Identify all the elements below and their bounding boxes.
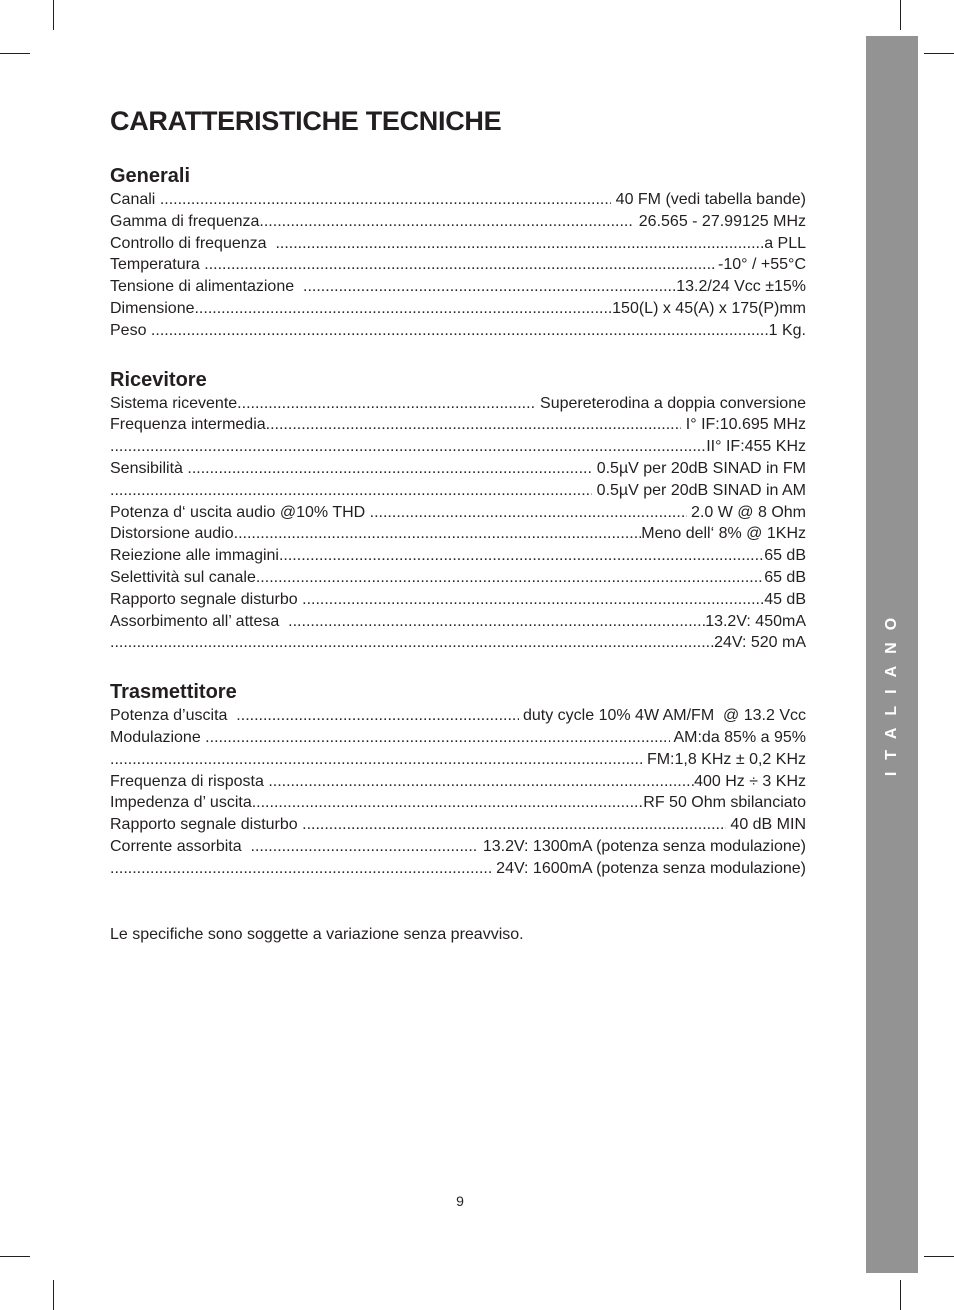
dot-leader xyxy=(110,436,706,458)
spec-value: Supereterodina a doppia conversione xyxy=(535,394,806,412)
dot-leader xyxy=(204,254,713,276)
spec-row xyxy=(110,189,806,211)
section-title: Ricevitore xyxy=(110,368,207,391)
page-title: CARATTERISTICHE TECNICHE xyxy=(110,106,502,136)
language-label: ITALIANO xyxy=(883,605,900,777)
dot-leader xyxy=(160,189,611,211)
spec-row xyxy=(110,632,806,654)
dot-leader xyxy=(275,233,764,255)
spec-value: 13.2V: 450mA xyxy=(705,612,806,630)
crop-mark xyxy=(0,53,30,54)
dot-leader xyxy=(288,611,705,633)
spec-row xyxy=(110,276,806,298)
spec-value: 26.565 - 27.99125 MHz xyxy=(634,212,806,230)
spec-row xyxy=(110,393,806,415)
crop-mark xyxy=(900,0,901,30)
dot-leader xyxy=(268,771,694,793)
spec-value: 1 Kg. xyxy=(768,321,806,339)
spec-row xyxy=(110,836,806,858)
dot-leader xyxy=(256,567,764,589)
spec-label: Gamma di frequenza xyxy=(110,212,260,230)
dot-leader xyxy=(205,727,670,749)
spec-label: Sensibilità xyxy=(110,459,188,477)
spec-label: Selettività sul canale xyxy=(110,568,256,586)
spec-value: 45 dB xyxy=(764,590,806,608)
spec-section xyxy=(110,368,806,655)
spec-row xyxy=(110,705,806,727)
spec-value: -10° / +55°C xyxy=(713,256,806,274)
spec-label: Sistema ricevente xyxy=(110,394,238,412)
spec-value: 65 dB xyxy=(764,568,806,586)
dot-leader xyxy=(110,480,592,502)
spec-value: 24V: 520 mA xyxy=(714,634,806,652)
spec-value: 24V: 1600mA (potenza senza modulazione) xyxy=(491,859,806,877)
spec-label: Potenza d‘ uscita audio @10% THD xyxy=(110,503,370,521)
dot-leader xyxy=(251,836,479,858)
spec-section xyxy=(110,680,806,879)
dot-leader xyxy=(234,523,642,545)
spec-value: 400 Hz ÷ 3 KHz xyxy=(694,772,806,790)
spec-label: Frequenza intermedia xyxy=(110,416,266,434)
spec-label: Impedenza d’ uscita xyxy=(110,794,252,812)
spec-row xyxy=(110,502,806,524)
spec-row xyxy=(110,589,806,611)
crop-mark xyxy=(53,0,54,30)
spec-value: FM:1,8 KHz ± 0,2 KHz xyxy=(642,750,806,768)
spec-row xyxy=(110,727,806,749)
spec-label: Modulazione xyxy=(110,728,206,746)
spec-value: I° IF:10.695 MHz xyxy=(681,416,806,434)
spec-label: Tensione di alimentazione xyxy=(110,278,304,296)
spec-row xyxy=(110,414,806,436)
spec-row xyxy=(110,254,806,276)
spec-label: Reiezione alle immagini xyxy=(110,547,279,565)
spec-label: Temperatura xyxy=(110,256,205,274)
spec-row xyxy=(110,523,806,545)
spec-value: 40 FM (vedi tabella bande) xyxy=(611,191,806,208)
dot-leader xyxy=(110,749,643,771)
spec-label: Canali xyxy=(110,191,160,208)
dot-leader xyxy=(259,211,634,233)
crop-mark xyxy=(0,1256,30,1257)
dot-leader xyxy=(370,502,687,524)
spec-value: a PLL xyxy=(764,234,806,252)
spec-value: 0.5µV per 20dB SINAD in FM xyxy=(592,459,806,477)
spec-row xyxy=(110,458,806,480)
spec-label: Dimensione xyxy=(110,299,195,317)
spec-value: 150(L) x 45(A) x 175(P)mm xyxy=(612,299,806,317)
spec-label: Corrente assorbita xyxy=(110,837,251,855)
dot-leader xyxy=(110,632,714,654)
crop-mark xyxy=(53,1280,54,1310)
dot-leader xyxy=(236,705,518,727)
spec-label: Rapporto segnale disturbo xyxy=(110,590,303,608)
spec-row xyxy=(110,771,806,793)
spec-row xyxy=(110,611,806,633)
spec-label: Potenza d’uscita xyxy=(110,707,237,725)
spec-row xyxy=(110,480,806,502)
disclaimer-note: Le specifiche sono soggette a variazione senza preavviso. xyxy=(110,925,524,943)
section-title: Generali xyxy=(110,165,191,187)
crop-mark xyxy=(924,1256,954,1257)
spec-row xyxy=(110,436,806,458)
spec-label: Distorsione audio xyxy=(110,525,234,543)
dot-leader xyxy=(302,589,764,611)
spec-label: Controllo di frequenza xyxy=(110,234,276,252)
dot-leader xyxy=(303,276,676,298)
dot-leader xyxy=(110,858,492,880)
spec-row xyxy=(110,298,806,320)
spec-value: 40 dB MIN xyxy=(725,816,806,834)
spec-section xyxy=(110,164,806,342)
dot-leader xyxy=(266,414,682,436)
spec-value: 0.5µV per 20dB SINAD in AM xyxy=(592,481,806,499)
spec-label: Rapporto segnale disturbo xyxy=(110,816,303,834)
spec-row xyxy=(110,567,806,589)
dot-leader xyxy=(279,545,764,567)
spec-value: II° IF:455 KHz xyxy=(706,438,806,456)
spec-value: 2.0 W @ 8 Ohm xyxy=(686,503,806,521)
section-title: Trasmettitore xyxy=(110,681,237,704)
spec-value: 13.2/24 Vcc ±15% xyxy=(676,278,806,296)
spec-label: Frequenza di risposta xyxy=(110,772,269,790)
spec-value: duty cycle 10% 4W AM/FM @ 13.2 Vcc xyxy=(518,707,806,725)
dot-leader xyxy=(151,320,769,342)
crop-mark xyxy=(900,1280,901,1310)
spec-value: AM:da 85% a 95% xyxy=(669,728,806,746)
dot-leader xyxy=(302,814,726,836)
spec-row xyxy=(110,233,806,255)
dot-leader xyxy=(187,458,592,480)
spec-row xyxy=(110,320,806,342)
dot-leader xyxy=(252,792,644,814)
spec-value: RF 50 Ohm sbilanciato xyxy=(643,794,806,812)
spec-row xyxy=(110,792,806,814)
spec-value: 65 dB xyxy=(764,547,806,565)
crop-mark xyxy=(924,53,954,54)
spec-value: 13.2V: 1300mA (potenza senza modulazione) xyxy=(478,837,806,855)
spec-value: Meno dell‘ 8% @ 1KHz xyxy=(641,525,806,543)
spec-row xyxy=(110,211,806,233)
spec-label: Assorbimento all’ attesa xyxy=(110,612,289,630)
dot-leader xyxy=(237,393,535,415)
spec-sections xyxy=(110,164,806,880)
spec-row xyxy=(110,749,806,771)
spec-content xyxy=(110,104,806,946)
spec-row xyxy=(110,814,806,836)
spec-row xyxy=(110,858,806,880)
page-number: 9 xyxy=(456,1193,464,1209)
language-side-tab xyxy=(866,36,918,1273)
spec-label: Peso xyxy=(110,321,151,339)
dot-leader xyxy=(194,298,612,320)
spec-row xyxy=(110,545,806,567)
